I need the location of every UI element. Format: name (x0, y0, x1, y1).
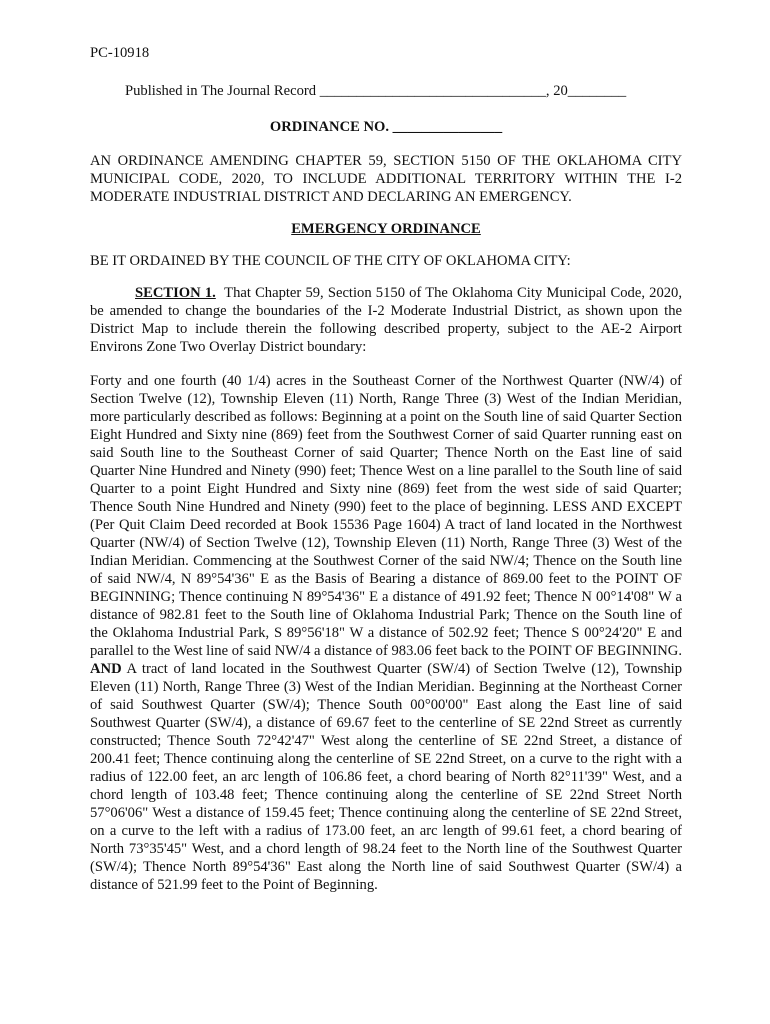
legal-description (90, 372, 682, 894)
ordinance-title: AN ORDINANCE AMENDING CHAPTER 59, SECTION 5150 OF THE OKLAHOMA CITY MUNICIPAL CODE, 2020, TO INCLUDE ADDITIONAL TERRITORY WITHIN THE I-2 MODERATE INDUSTRIAL DISTRICT AND DECLARING AN EMERGENCY. (90, 153, 682, 205)
legal-description-part-2: A tract of land located in the Southwest Quarter (SW/4) of Section Twelve (12), Township Eleven (11) North, Range Three (3) West of the Indian Meridian. Beginning at the Northeast Corner of said Southwest Quarter (SW/4); Thence South 00°00'00" East along the East line of said Southwest Quarter (SW/4), a distance of 69.67 feet to the centerline of SE 22nd Street as currently constructed; Thence South 72°42'47" West along the centerline of SE 22nd Street, a distance of 200.41 feet; Thence continuing along the centerline of SE 22nd Street, on a curve to the right with a radius of 122.00 feet, an arc length of 106.86 feet, a chord bearing of North 82°11'39" West, and a chord length of 103.48 feet; Thence continuing along the centerline of SE 22nd Street North 57°06'06" West a distance of 159.45 feet; Thence continuing along the centerline of SE 22nd Street, on a curve to the left with a radius of 173.00 feet, an arc length of 99.61 feet, a chord bearing of North 73°35'45" West, and a chord length of 98.24 feet to the North line of the Southwest Quarter (SW/4); Thence North 89°54'36" East along the North line of said Southwest Quarter (SW/4) a distance of 521.99 feet to the Point of Beginning. (90, 661, 682, 893)
section-1-text: That Chapter 59, Section 5150 of The Oklahoma City Municipal Code, 2020, be amended to change the boundaries of the I-2 Moderate Industrial District, as shown upon the District Map to include therein the following described property, subject to the AE-2 Airport Environs Zone Two Overlay District boundary: (90, 285, 682, 355)
document-id: PC-10918 (90, 45, 150, 61)
emergency-heading: EMERGENCY ORDINANCE (291, 221, 481, 237)
ordinance-number: ORDINANCE NO. _______________ (269, 119, 503, 135)
section-1-heading: SECTION 1. (135, 285, 216, 301)
section-1-paragraph (90, 284, 682, 356)
publication-line: Published in The Journal Record _______________________________, 20________ (125, 83, 627, 99)
ordained-clause: BE IT ORDAINED BY THE COUNCIL OF THE CITY OF OKLAHOMA CITY: (90, 253, 571, 269)
legal-and-connector: AND (90, 661, 122, 677)
legal-description-part-1: Forty and one fourth (40 1/4) acres in the Southeast Corner of the Northwest Quarter (NW/4) of Section Twelve (12), Township Eleven (11) North, Range Three (3) West of the Indian Meridian, more particularly described as follows: Beginning at a point on the South line of said Quarter Section Eight Hundred and Sixty nine (869) feet from the Southwest Corner of said Quarter running east on said South line to the Southeast Corner of said Quarter; Thence North on the East line of said Quarter Nine Hundred and Ninety (990) feet; Thence West on a line parallel to the South line of said Quarter to a point Eight Hundred and Sixty nine (869) feet from the west side of said Quarter; Thence South Nine Hundred and Ninety (990) feet to the place of beginning. LESS AND EXCEPT (Per Quit Claim Deed recorded at Book 15536 Page 1604) A tract of land located in the Northwest Quarter (NW/4) of Section Twelve (12), Township Eleven (11) North, Range Three (3) West of the Indian Meridian. Commencing at the Southwest Corner of the said NW/4; Thence on the South line of said NW/4, N 89°54'36" E as the Basis of Bearing a distance of 869.00 feet to the POINT OF BEGINNING; Thence continuing N 89°54'36" E a distance of 491.92 feet; Thence N 00°14'08" W a distance of 982.81 feet to the South line of Oklahoma Industrial Park; Thence on the South line of the Oklahoma Industrial Park, S 89°56'18" W a distance of 502.92 feet; Thence S 00°24'20" E and parallel to the West line of said NW/4 a distance of 983.06 feet back to the POINT OF BEGINNING. (90, 373, 682, 659)
